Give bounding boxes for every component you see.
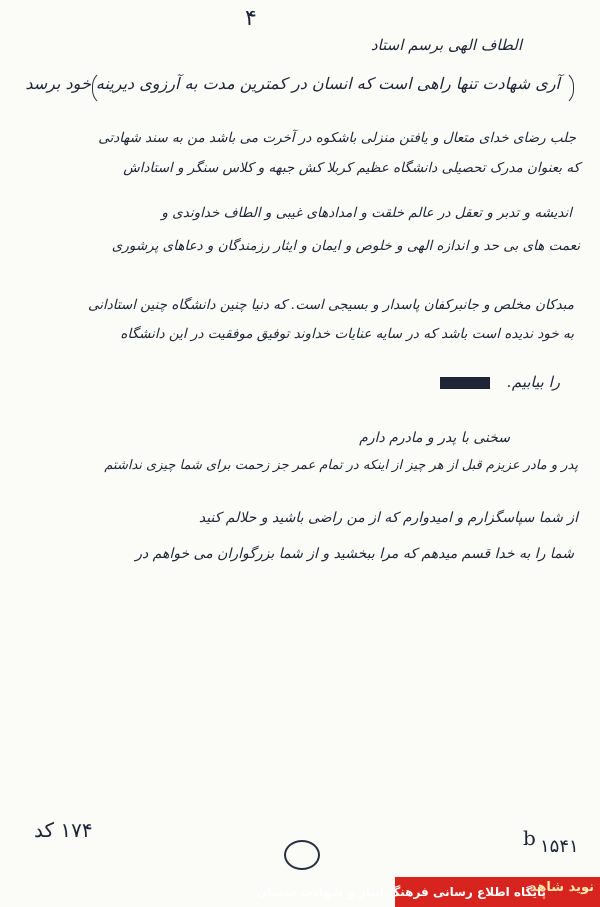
letter-line: از شما سپاسگزارم و امیدوارم که از من راضی باشید و حلالم کنید [198,510,578,526]
crossed-out-word [440,377,490,389]
footer-text: پایگاه اطلاع رسانی فرهنگ ایثار و شهادت سمنان [256,885,546,899]
page-number: ۴ [245,6,257,31]
letter-line: که بعنوان مدرک تحصیلی دانشگاه عظیم کربلا کش جبهه و کلاس سنگر و استاداش [123,160,580,176]
folio-number: ۱۵۴۱ [540,836,579,857]
letter-line: نعمت های بی حد و اندازه الهی و خلوص و ایمان و ایثار رزمندگان و دعاهای پرشوری [111,238,580,254]
folio-letter: b [523,826,536,850]
letter-line: به خود ندیده است باشد که در سایه عنایات خداوند توفیق موفقیت در این دانشگاه [120,326,574,342]
letter-line: مبدکان مخلص و جانبرکفان پاسدار و بسیجی است. که دنیا چنین دانشگاه چنین استادانی [87,297,574,313]
footer-banner [256,877,600,907]
letter-line: پدر و مادر عزیزم قبل از هر چیز از اینکه در تمام عمر جز زحمت برای شما چیزی نداشتم [104,458,578,473]
letter-line: اندیشه و تدبر و تعقل در عالم خلقت و امدادهای غیبی و الطاف خداوندی و [161,205,572,221]
letter-subheading: سخنی با پدر و مادرم دارم [359,430,510,446]
letter-line: شما را به خدا قسم میدهم که مرا ببخشید و از شما بزرگواران می خواهم در [135,546,574,562]
bottom-center-mark [284,840,320,870]
letter-line: را بیابیم. [507,373,560,391]
footer-logo: نوید شاهد [529,880,594,895]
letter-heading-line: الطاف الهی برسم استاد [370,36,522,54]
margin-note: ۱۷۴ کد [34,818,93,842]
letter-line: آری شهادت تنها راهی است که انسان در کمترین مدت به آرزوی دیرینه خود برسد [25,74,560,93]
letter-line: جلب رضای خدای متعال و یافتن منزلی باشکوه در آخرت می باشد من به سند شهادتی [98,130,576,146]
